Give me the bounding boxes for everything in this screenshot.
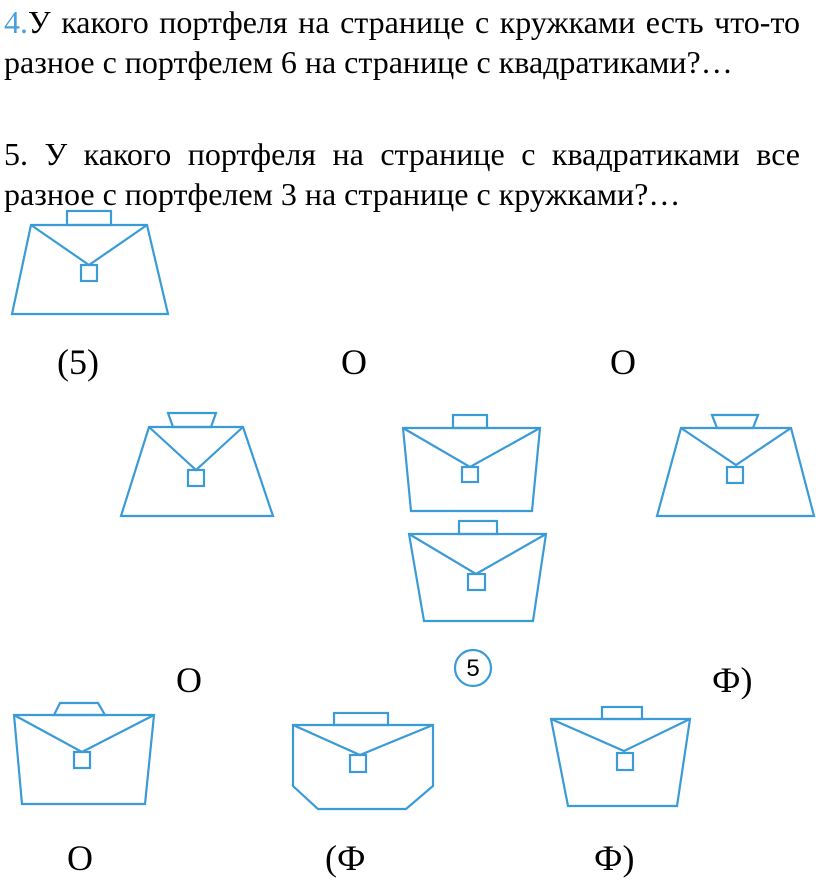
label-row3-2: (Ф: [325, 838, 366, 878]
label-row1-3: О: [610, 342, 636, 382]
briefcase-2-icon: [118, 410, 276, 520]
badge-number: 5: [466, 655, 480, 682]
question-4: [4, 2, 800, 82]
label-row3-3: Ф): [594, 838, 635, 878]
question-4-text: У какого портфеля на странице с кружками есть что-то разное с портфелем 6 на странице с квадратиками?…: [4, 4, 800, 80]
briefcase-3-icon: [398, 412, 546, 514]
briefcase-6-icon: [10, 700, 158, 806]
briefcase-7-icon: [288, 710, 438, 812]
question-5: [4, 134, 800, 214]
question-5-text: 5. У какого портфеля на странице с квадратиками все разное с портфелем 3 на странице с кружками?…: [4, 136, 800, 212]
question-4-number: 4.: [4, 4, 28, 40]
label-row2-3: Ф): [712, 660, 753, 700]
label-row1-2: О: [341, 342, 367, 382]
briefcase-8-icon: [548, 704, 694, 808]
briefcase-1-icon: [8, 208, 172, 318]
label-row3-1: О: [67, 838, 93, 878]
briefcase-5-icon: [404, 518, 550, 624]
label-row1-1: (5): [57, 342, 99, 382]
briefcase-4-icon: [654, 412, 816, 520]
number-5-badge: [453, 648, 493, 688]
label-row2-1: О: [176, 660, 202, 700]
